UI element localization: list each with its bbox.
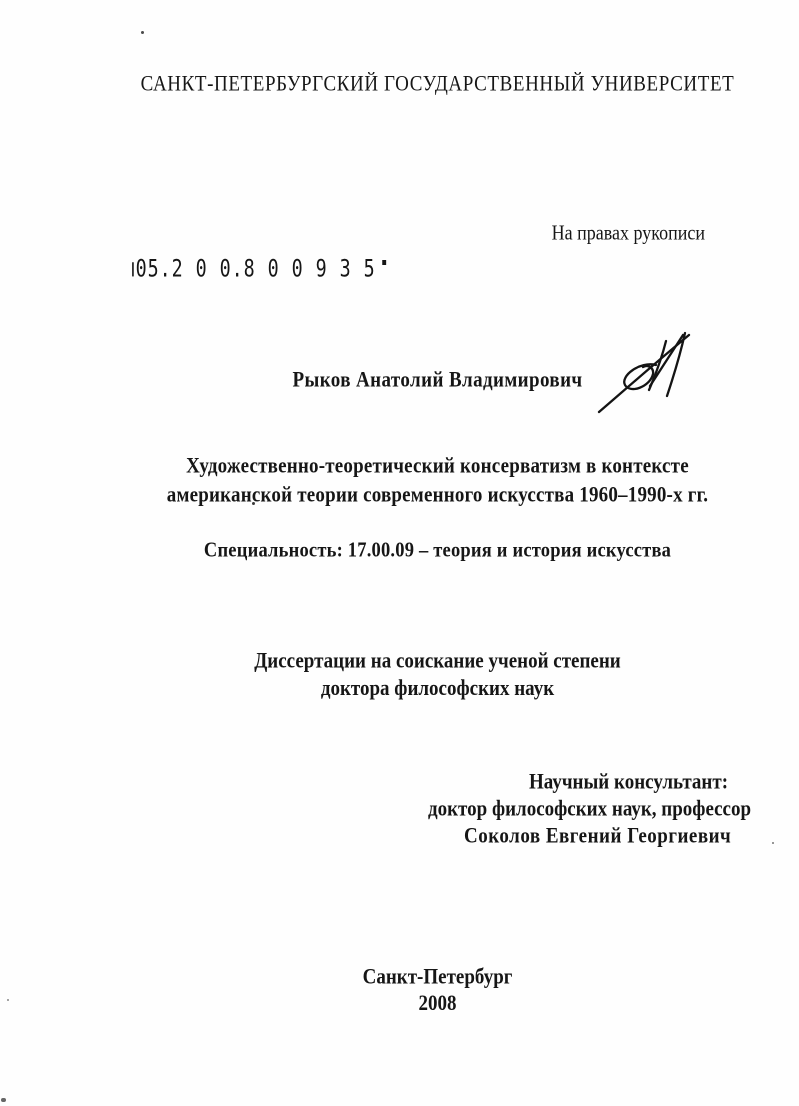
stamp-dot-icon: ▪ (381, 254, 388, 270)
thesis-type-block (76, 648, 799, 702)
dissertation-title (76, 453, 799, 509)
stamp-number (132, 254, 387, 282)
imprint-city: Санкт-Петербург (362, 965, 513, 990)
advisor-label: Научный консультант: (529, 770, 729, 795)
scan-speck (772, 842, 774, 844)
scan-speck (141, 31, 144, 34)
thesis-type-line2: доктора философских наук (320, 676, 555, 701)
advisor-degree: доктор философских наук, профессор (428, 797, 752, 822)
dissertation-title-line2: американской теории современного искусства 1960–1990-х гг. (166, 482, 709, 507)
stamp-tick-mark (132, 262, 134, 276)
advisor-name: Соколов Евгений Георгиевич (464, 824, 732, 849)
imprint-year: 2008 (418, 991, 457, 1016)
dissertation-title-line1: Художественно-теоретический консерватизм в контексте (186, 454, 689, 479)
manuscript-note: На правах рукописи (551, 221, 705, 244)
author-name: Рыков Анатолий Владимирович (292, 368, 583, 393)
signature-stroke (667, 333, 685, 396)
specialty-line: Специальность: 17.00.09 – теория и история искусства (203, 539, 672, 562)
university-header: САНКТ-ПЕТЕРБУРГСКИЙ ГОСУДАРСТВЕННЫЙ УНИВЕРСИТЕТ (140, 72, 735, 97)
imprint-block (76, 964, 799, 1017)
author-signature-handwriting (592, 328, 698, 420)
scan-speck (1, 1098, 6, 1102)
thesis-type-line1: Диссертации на соискание ученой степени (254, 649, 621, 674)
stamp-digits: 05.2 0 0.8 0 0 9 3 5 (135, 254, 376, 283)
scan-speck (7, 999, 9, 1001)
